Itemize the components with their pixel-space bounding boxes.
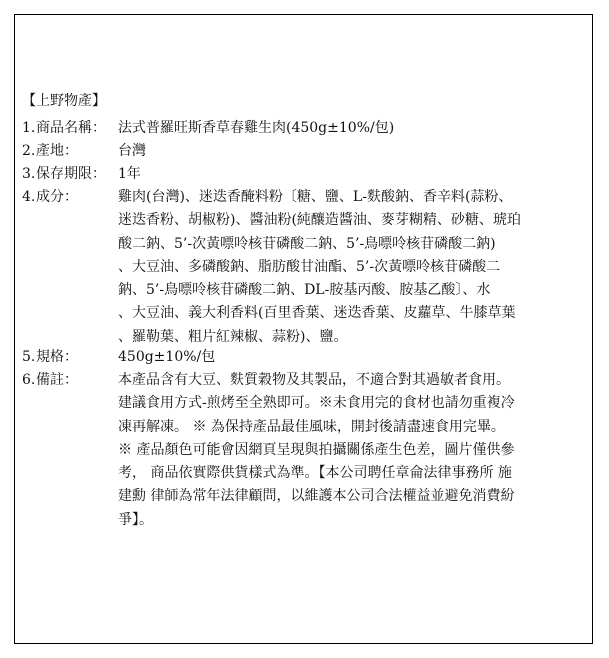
item-ingredients xyxy=(22,186,78,209)
brand-heading: 【上野物產】 xyxy=(22,93,106,109)
item-label: 成分： xyxy=(36,189,78,205)
item-number: 1. xyxy=(22,120,36,136)
item-label: 商品名稱： xyxy=(36,120,106,136)
item-number: 5. xyxy=(22,349,36,365)
value-line: 雞肉(台灣)、迷迭香醃料粉〔糖、鹽、L-麩酸鈉、香辛料(蒜粉、 xyxy=(118,189,513,205)
item-shelf-life xyxy=(22,163,106,186)
item-value-ingredients xyxy=(118,186,596,349)
value-line: 凍再解凍。 ※ 為保持產品最佳風味，開封後請盡速食用完畢。 xyxy=(118,418,505,435)
item-label: 保存期限： xyxy=(36,166,106,182)
item-spec xyxy=(22,346,78,369)
value-line: 建議食用方式-煎烤至全熟即可。※未食用完的食材也請勿重複冷 xyxy=(118,395,515,412)
value-line: 迷迭香粉、胡椒粉)、醬油粉(純釀造醬油、麥芽糊精、砂糖、琥珀 xyxy=(118,212,521,229)
value-line: 爭】。 xyxy=(118,511,153,528)
value-line: 、大豆油、多磷酸鈉、脂肪酸甘油酯、5’-次黃嘌呤核苷磷酸二 xyxy=(118,258,501,275)
value-line: 考， 商品依實際供貨樣式為準。【本公司聘任章侖法律事務所 施 xyxy=(118,465,512,482)
item-value-origin xyxy=(118,140,596,163)
value-line: 鈉、5’-鳥嘌呤核苷磷酸二鈉、DL-胺基丙酸、胺基乙酸〕、水 xyxy=(118,282,491,299)
value-line: 1年 xyxy=(118,166,141,182)
item-number: 2. xyxy=(22,143,36,159)
item-value-product-name xyxy=(118,117,596,140)
value-line: 本產品含有大豆、麩質穀物及其製品，不適合對其過敏者食用。 xyxy=(118,372,510,388)
value-line: 法式普羅旺斯香草春雞生肉(450g±10%/包) xyxy=(118,120,395,136)
value-line: 450g±10%/包 xyxy=(118,349,216,365)
value-line: 酸二鈉、5’-次黃嘌呤核苷磷酸二鈉、5’-鳥嘌呤核苷磷酸二鈉) xyxy=(118,235,496,252)
item-label: 備註： xyxy=(36,372,78,388)
item-number: 6. xyxy=(22,372,36,388)
item-product-name xyxy=(22,117,106,140)
item-label: 規格： xyxy=(36,349,78,365)
item-value-spec xyxy=(118,346,596,369)
value-line: 台灣 xyxy=(118,143,146,159)
item-label: 產地： xyxy=(36,143,78,159)
value-line: 、羅勒葉、粗片紅辣椒、蒜粉)、鹽。 xyxy=(118,328,348,345)
value-line: 建勳 律師為常年法律顧問，以維護本公司合法權益並避免消費紛 xyxy=(118,488,515,505)
value-line: ※ 產品顏色可能會因網頁呈現與拍攝關係產生色差，圖片僅供參 xyxy=(118,441,515,458)
item-value-shelf-life xyxy=(118,163,596,186)
item-origin xyxy=(22,140,78,163)
item-number: 4. xyxy=(22,189,36,205)
item-notes xyxy=(22,369,78,392)
item-number: 3. xyxy=(22,166,36,182)
item-value-notes xyxy=(118,369,596,532)
value-line: 、大豆油、義大利香料(百里香葉、迷迭香葉、皮蘿草、牛膝草葉 xyxy=(118,305,516,322)
